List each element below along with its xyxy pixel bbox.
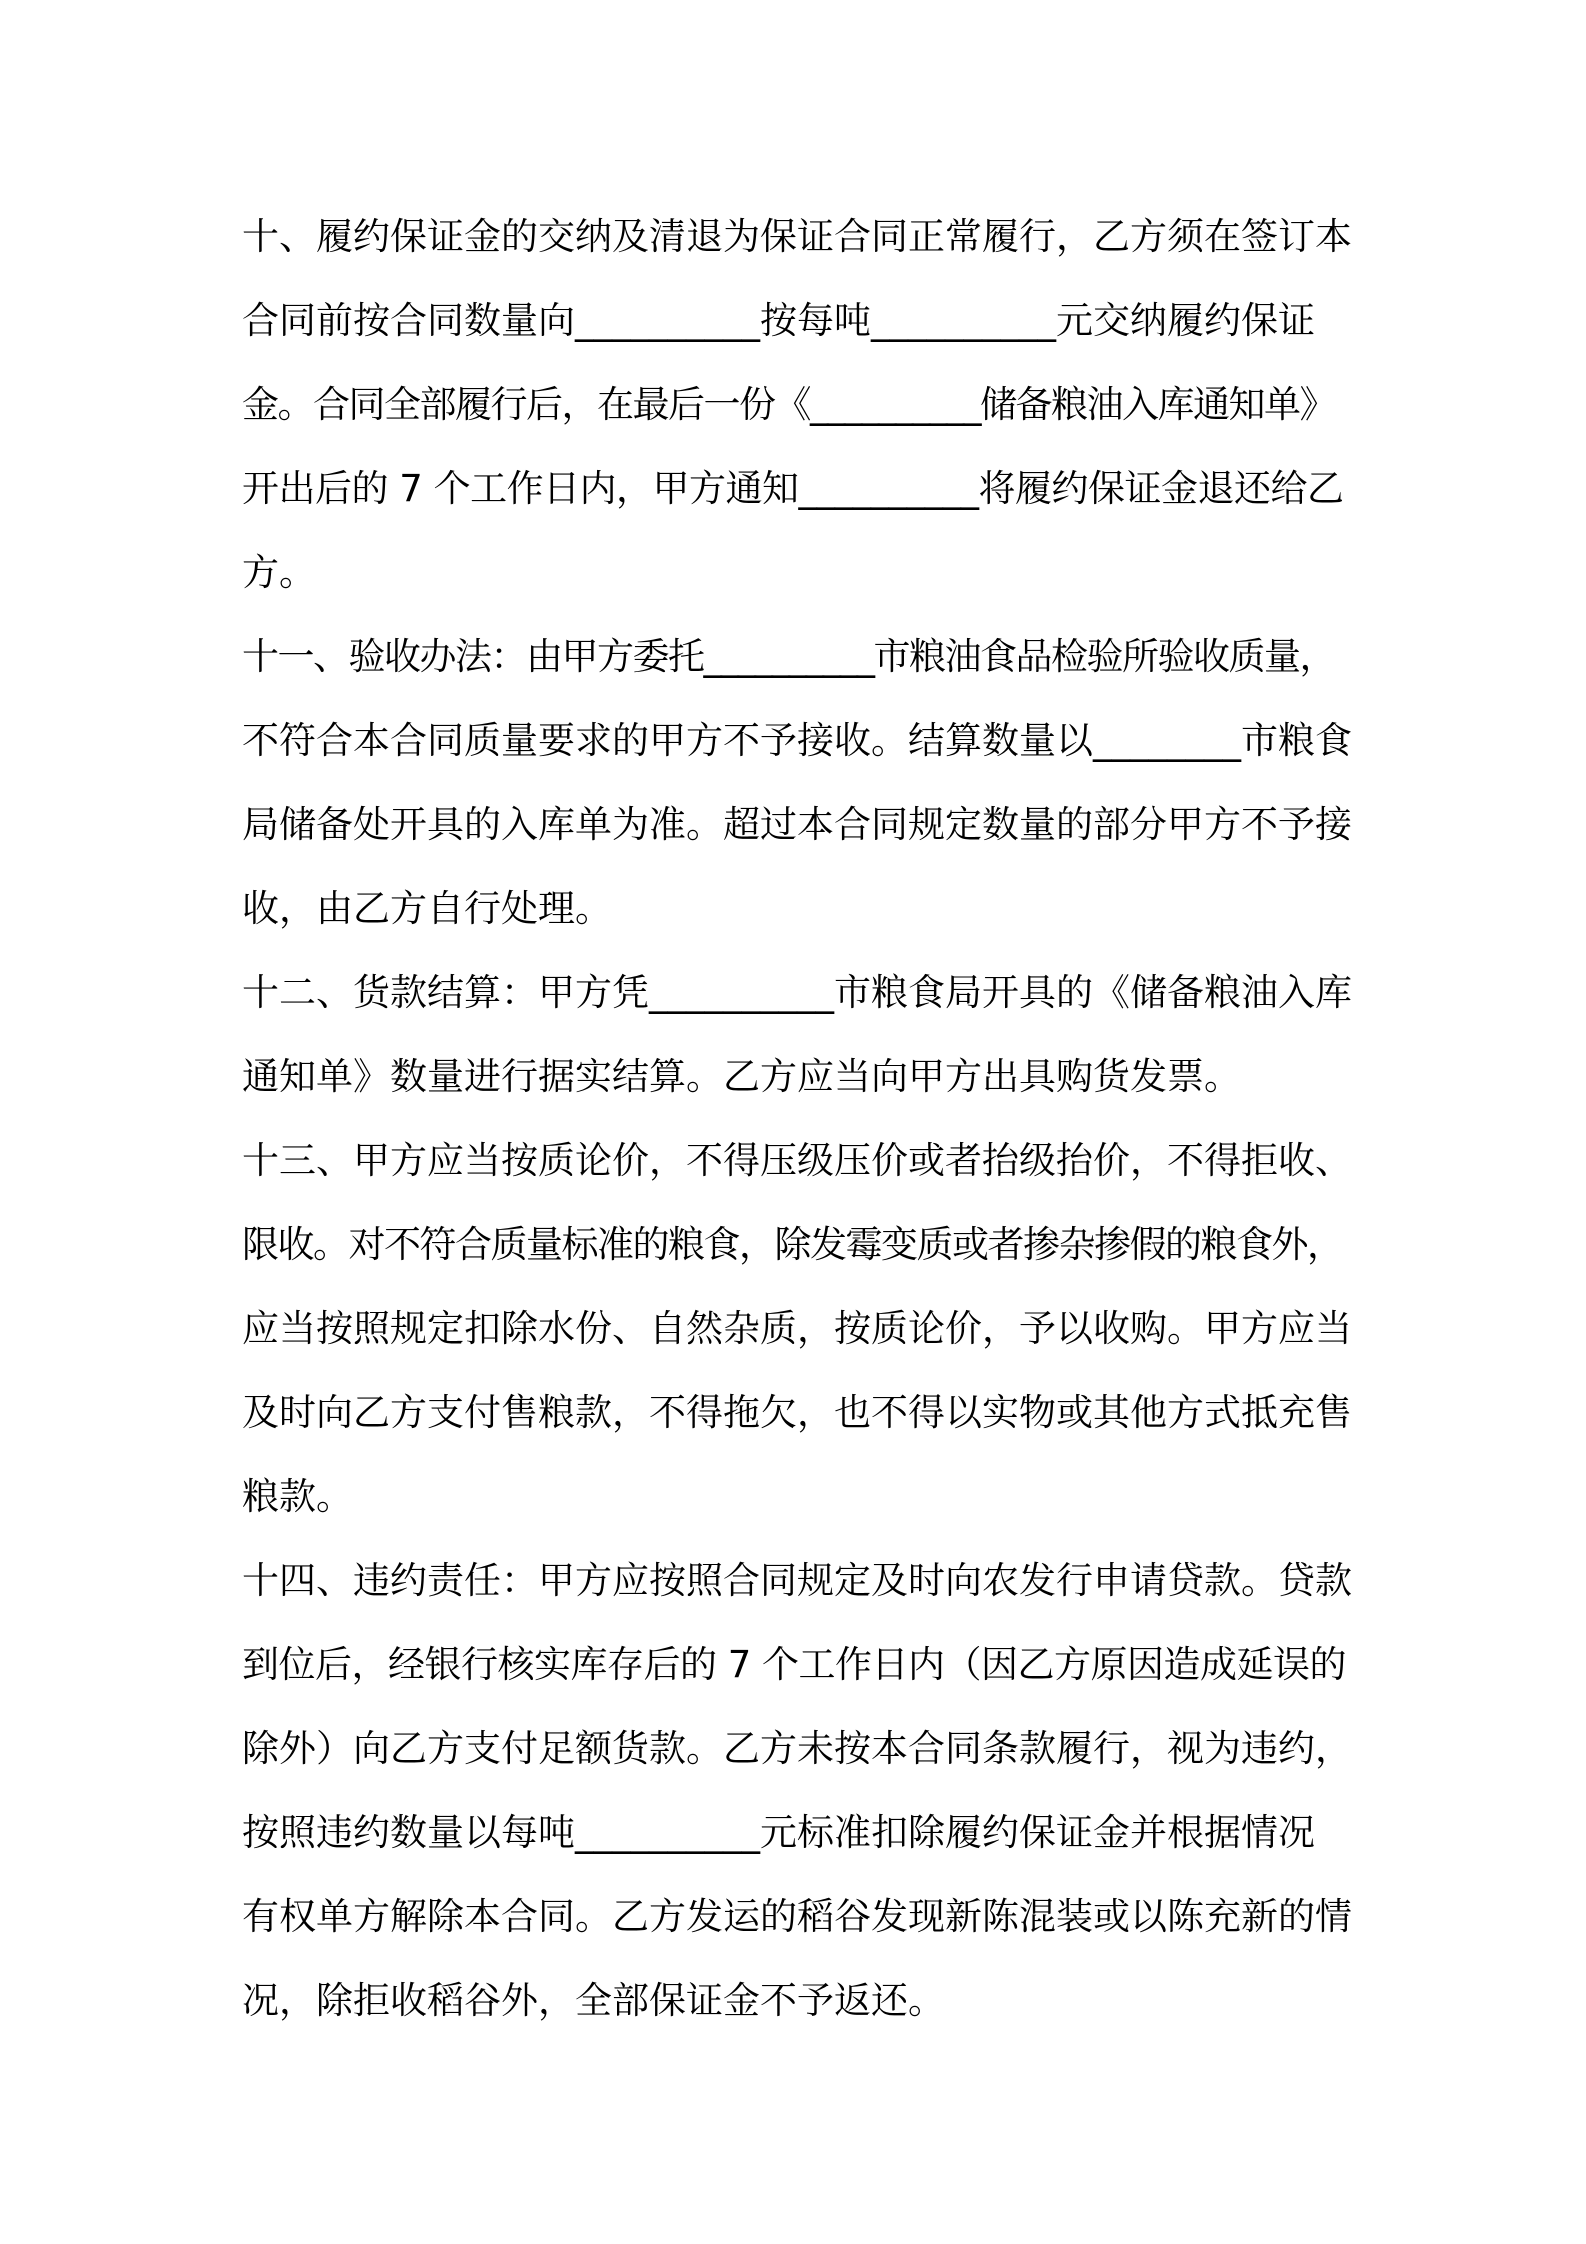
line-9: 收，由乙方自行处理。 [242,887,612,930]
line-14: 应当按照规定扣除水份、自然杂质，按质论价，予以收购。甲方应当 [242,1307,1352,1350]
line-16: 粮款。 [242,1475,353,1518]
line-3: 金。合同全部履行后，在最后一份《__________储备粮油入库通知单》 [242,383,1335,426]
line-19: 除外）向乙方支付足额货款。乙方未按本合同条款履行，视为违约， [242,1727,1352,1770]
line-7: 不符合本合同质量要求的甲方不予接收。结算数量以________市粮食 [242,719,1352,762]
line-5: 方。 [242,551,316,594]
line-8: 局储备处开具的入库单为准。超过本合同规定数量的部分甲方不予接 [242,803,1352,846]
line-18: 到位后，经银行核实库存后的 7 个工作日内（因乙方原因造成延误的 [242,1643,1347,1686]
line-12: 十三、甲方应当按质论价，不得压级压价或者抬级抬价，不得拒收、 [242,1139,1352,1182]
document-page [242,195,1352,2043]
line-4: 开出后的 7 个工作日内，甲方通知__________将履约保证金退还给乙 [242,467,1344,510]
line-17: 十四、违约责任：甲方应按照合同规定及时向农发行申请贷款。贷款 [242,1559,1352,1602]
line-20: 按照违约数量以每吨__________元标准扣除履约保证金并根据情况 [242,1811,1315,1854]
line-1: 十、履约保证金的交纳及清退为保证合同正常履行，乙方须在签订本 [242,215,1352,258]
line-10: 十二、货款结算：甲方凭__________市粮食局开具的《储备粮油入库 [242,971,1352,1014]
line-15: 及时向乙方支付售粮款，不得拖欠，也不得以实物或其他方式抵充售 [242,1391,1352,1434]
line-6: 十一、验收办法：由甲方委托__________市粮油食品检验所验收质量， [242,635,1335,678]
line-22: 况，除拒收稻谷外，全部保证金不予返还。 [242,1979,945,2022]
line-2: 合同前按合同数量向__________按每吨__________元交纳履约保证 [242,299,1315,342]
line-11: 通知单》数量进行据实结算。乙方应当向甲方出具购货发票。 [242,1055,1241,1098]
line-21: 有权单方解除本合同。乙方发运的稻谷发现新陈混装或以陈充新的情 [242,1895,1352,1938]
line-13: 限收。对不符合质量标准的粮食，除发霉变质或者掺杂掺假的粮食外， [242,1223,1343,1266]
